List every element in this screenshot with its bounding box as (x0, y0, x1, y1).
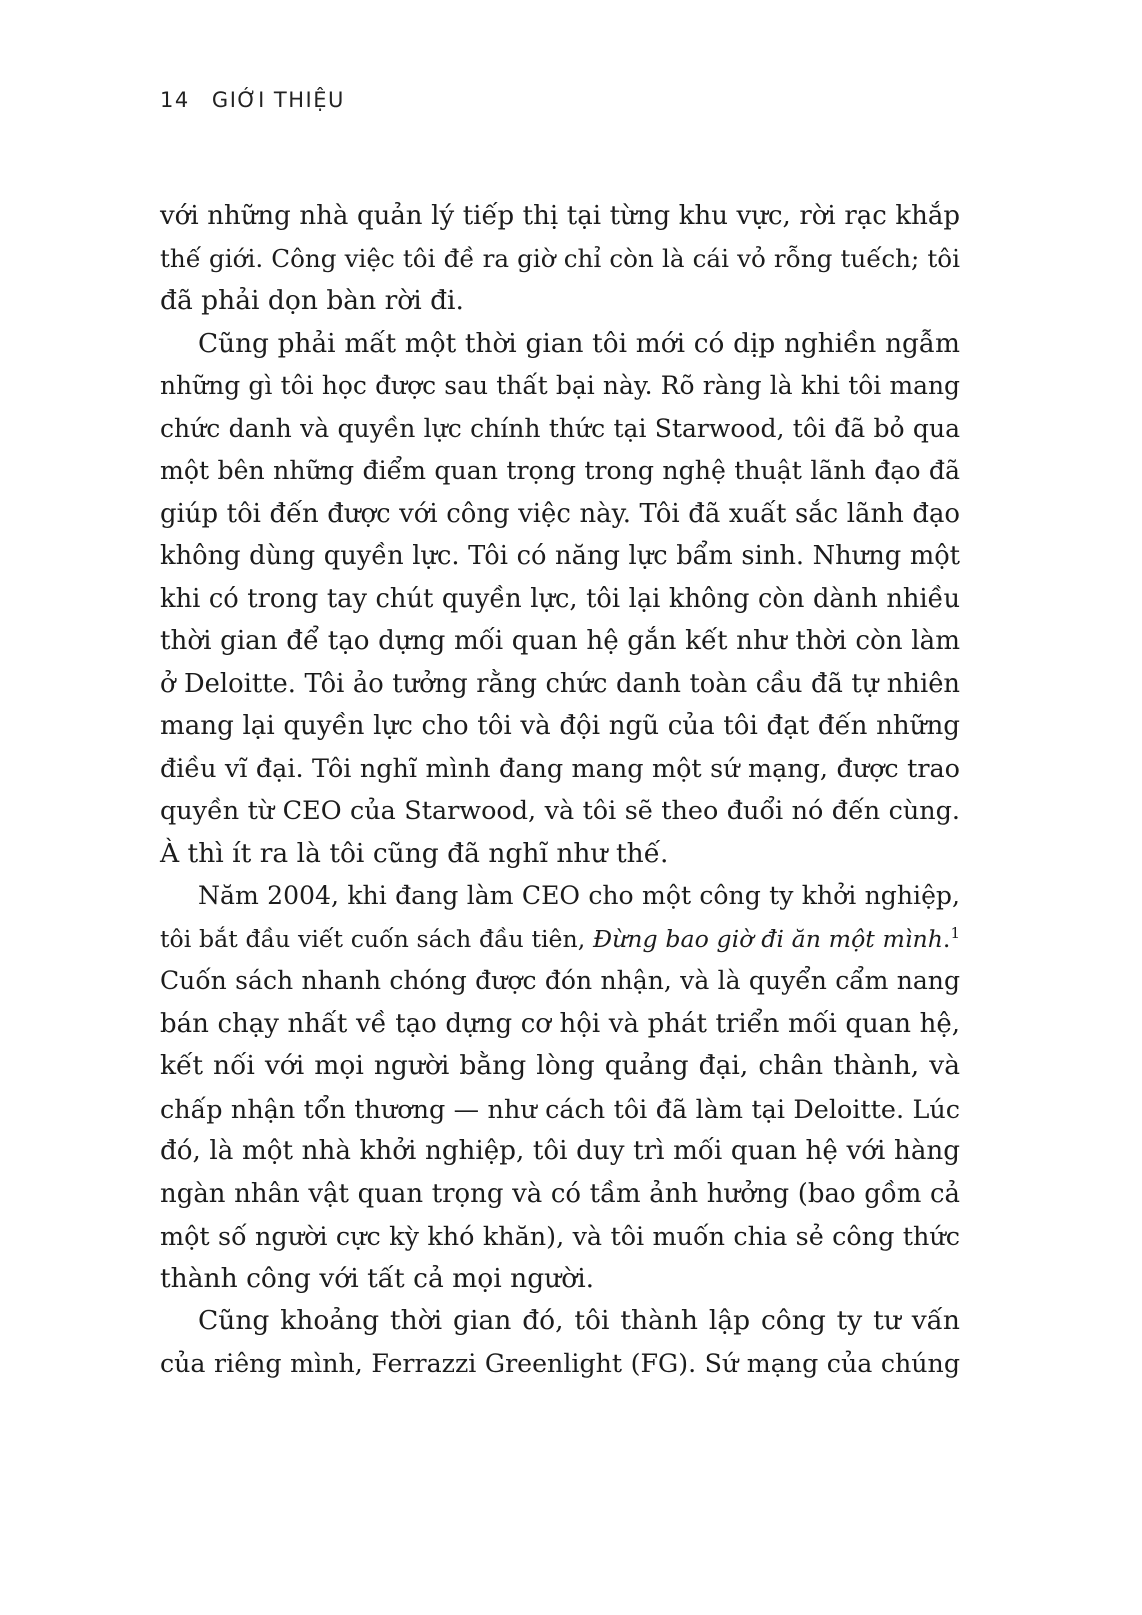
text-line: thành công với tất cả mọi người. (160, 1262, 595, 1294)
paragraph-3 (160, 875, 960, 1300)
text-line: thế giới. Công việc tôi đề ra giờ chỉ còn là cái vỏ rỗng tuếch; tôi (160, 243, 960, 273)
text-line: Cũng phải mất một thời gian tôi mới có dịp nghiền ngẫm (198, 328, 960, 359)
text-line-with-title (160, 918, 960, 961)
text-fragment: tôi bắt đầu viết cuốn sách đầu tiên, (160, 924, 594, 953)
paragraph-4 (160, 1300, 960, 1385)
text-line: kết nối với mọi người bằng lòng quảng đại, chân thành, và (160, 1050, 960, 1081)
text-line: ở Deloitte. Tôi ảo tưởng rằng chức danh toàn cầu đã tự nhiên (160, 668, 960, 699)
text-line: quyền từ CEO của Starwood, và tôi sẽ theo đuổi nó đến cùng. (160, 796, 960, 826)
text-line: thời gian để tạo dựng mối quan hệ gắn kết như thời còn làm (160, 626, 960, 656)
text-line: của riêng mình, Ferrazzi Greenlight (FG). Sứ mạng của chúng (160, 1348, 960, 1378)
text-line: không dùng quyền lực. Tôi có năng lực bẩm sinh. Nhưng một (160, 541, 960, 571)
text-line: bán chạy nhất về tạo dựng cơ hội và phát triển mối quan hệ, (160, 1008, 960, 1039)
text-fragment: . (942, 924, 951, 953)
text-line: với những nhà quản lý tiếp thị tại từng khu vực, rời rạc khắp (160, 201, 960, 231)
text-line: chấp nhận tổn thương — như cách tôi đã làm tại Deloitte. Lúc (160, 1093, 960, 1124)
text-line: điều vĩ đại. Tôi nghĩ mình đang mang một sứ mạng, được trao (160, 753, 960, 784)
text-line: Cũng khoảng thời gian đó, tôi thành lập công ty tư vấn (198, 1305, 960, 1336)
section-title: GIỚI THIỆU (211, 88, 345, 112)
running-header (160, 88, 345, 112)
text-line: Năm 2004, khi đang làm CEO cho một công ty khởi nghiệp, (198, 881, 960, 910)
text-line: mang lại quyền lực cho tôi và đội ngũ của tôi đạt đến những (160, 711, 960, 741)
text-line: giúp tôi đến được với công việc này. Tôi đã xuất sắc lãnh đạo (160, 498, 960, 529)
text-line: một bên những điểm quan trọng trong nghệ thuật lãnh đạo đã (160, 456, 960, 485)
paragraph-1 (160, 195, 960, 323)
text-line: ngàn nhân vật quan trọng và có tầm ảnh hưởng (bao gồm cả (160, 1178, 960, 1209)
text-line: À thì ít ra là tôi cũng đã nghĩ như thế. (160, 837, 669, 869)
paragraph-2 (160, 323, 960, 876)
body-text (160, 195, 960, 1385)
text-line: Cuốn sách nhanh chóng được đón nhận, và là quyển cẩm nang (160, 966, 960, 995)
page-number: 14 (160, 88, 190, 112)
text-line: đã phải dọn bàn rời đi. (160, 285, 464, 316)
footnote-marker[interactable]: 1 (950, 923, 960, 942)
book-title: Đừng bao giờ đi ăn một mình (593, 924, 943, 953)
text-line: đó, là một nhà khởi nghiệp, tôi duy trì mối quan hệ với hàng (160, 1136, 960, 1166)
text-line: khi có trong tay chút quyền lực, tôi lại không còn dành nhiều (160, 583, 960, 614)
text-line: chức danh và quyền lực chính thức tại Starwood, tôi đã bỏ qua (160, 413, 960, 443)
text-line: một số người cực kỳ khó khăn), và tôi muốn chia sẻ công thức (160, 1221, 960, 1251)
text-line: những gì tôi học được sau thất bại này. Rõ ràng là khi tôi mang (160, 371, 960, 400)
